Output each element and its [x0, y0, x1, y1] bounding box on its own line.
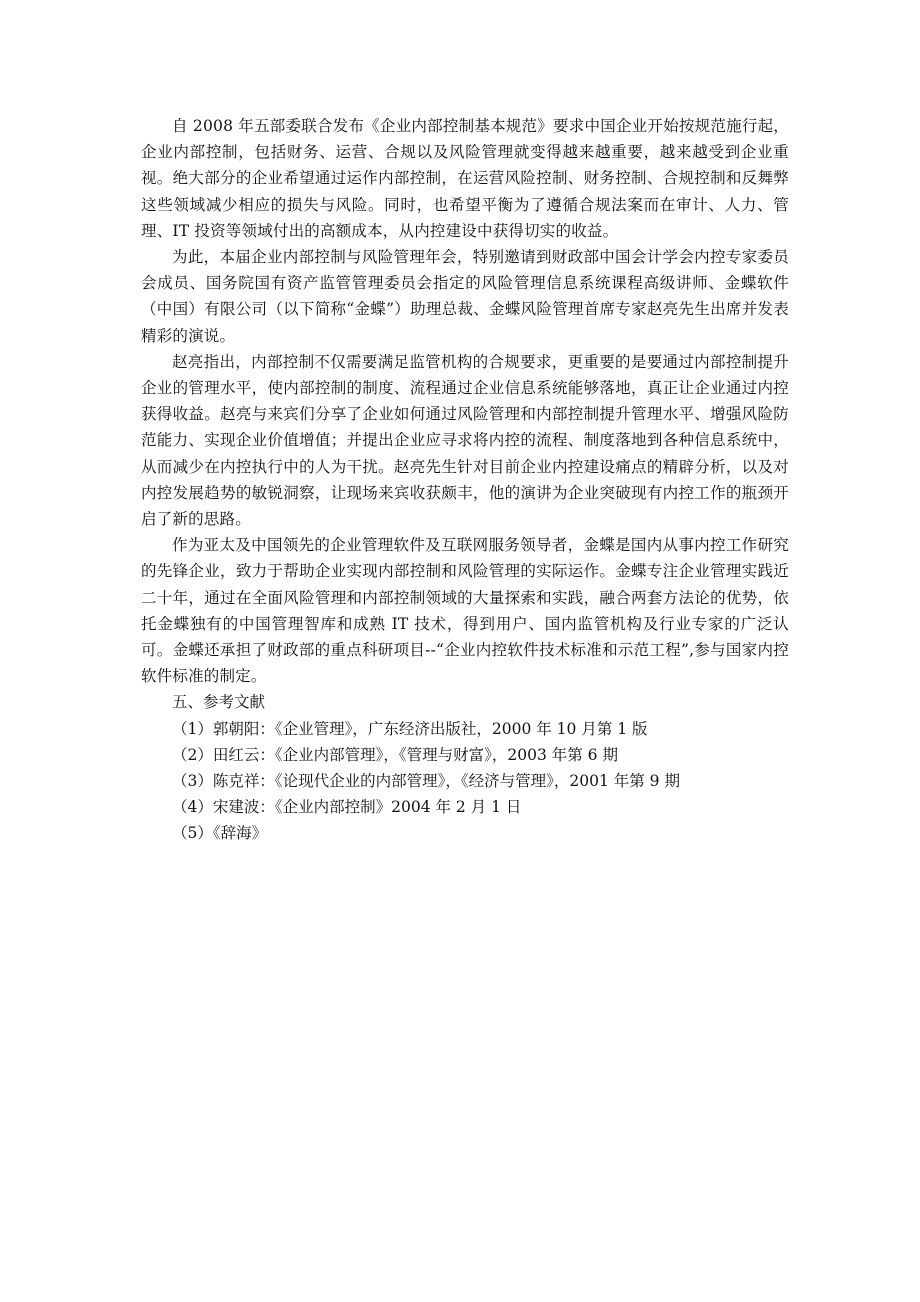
reference-item: （4）宋建波：《企业内部控制》2004 年 2 月 1 日 [172, 798, 522, 817]
reference-item: （1）郭朝阳：《企业管理》，广东经济出版社，2000 年 10 月第 1 版 [172, 719, 648, 738]
paragraph-intro: 自 2008 年五部委联合发布《企业内部控制基本规范》要求中国企业开始按规范施行起，企业内部控制，包括财务、运营、合规以及风险管理就变得越来越重要，越来越受到企业重视。绝大部分的企业希望通过运作内部控制，在运营风险控制、财务控制、合规控制和反舞弊这些领域减少相应的损失与风险。同时，也希望平衡为了遵循合规法案而在审计、人力、管理、IT 投资等领域付出的高额成本，从内控建设中获得切实的收益。 [141, 117, 789, 240]
document-page [141, 113, 789, 847]
paragraph-zhao-liang: 赵亮指出，内部控制不仅需要满足监管机构的合规要求，更重要的是要通过内部控制提升企业的管理水平，使内部控制的制度、流程通过企业信息系统能够落地，真正让企业通过内控获得收益。赵亮与来宾们分享了企业如何通过风险管理和内部控制提升管理水平、增强风险防范能力、实现企业价值增值；并提出企业应寻求将内控的流程、制度落地到各种信息系统中，从而减少在内控执行中的人为干扰。赵亮先生针对目前企业内控建设痛点的精辟分析，以及对内控发展趋势的敏锐洞察，让现场来宾收获颇丰，他的演讲为企业突破现有内控工作的瓶颈开启了新的思路。 [141, 352, 789, 529]
references-heading: 五、参考文献 [172, 693, 266, 712]
paragraph-kingdee: 作为亚太及中国领先的企业管理软件及互联网服务领导者，金蝶是国内从事内控工作研究的先锋企业，致力于帮助企业实现内部控制和风险管理的实际运作。金蝶专注企业管理实践近二十年，通过在全面风险管理和内部控制领域的大量探索和实践，融合两套方法论的优势，依托金蝶独有的中国管理智库和成熟 IT 技术，得到用户、国内监管机构及行业专家的广泛认可。金蝶还承担了财政部的重点科研项目--“企业内控软件技术标准和示范工程”,参与国家内控软件标准的制定。 [141, 536, 789, 686]
references-list [141, 716, 789, 847]
reference-item: （5）《辞海》 [172, 824, 268, 843]
reference-item: （3）陈克祥：《论现代企业的内部管理》，《经济与管理》，2001 年第 9 期 [172, 772, 680, 791]
reference-item: （2）田红云：《企业内部管理》，《管理与财富》，2003 年第 6 期 [172, 745, 618, 764]
paragraph-conference: 为此，本届企业内部控制与风险管理年会，特别邀请到财政部中国会计学会内控专家委员会成员、国务院国有资产监管管理委员会指定的风险管理信息系统课程高级讲师、金蝶软件（中国）有限公司（以下简称“金蝶”）助理总裁、金蝶风险管理首席专家赵亮先生出席并发表精彩的演说。 [141, 248, 789, 345]
